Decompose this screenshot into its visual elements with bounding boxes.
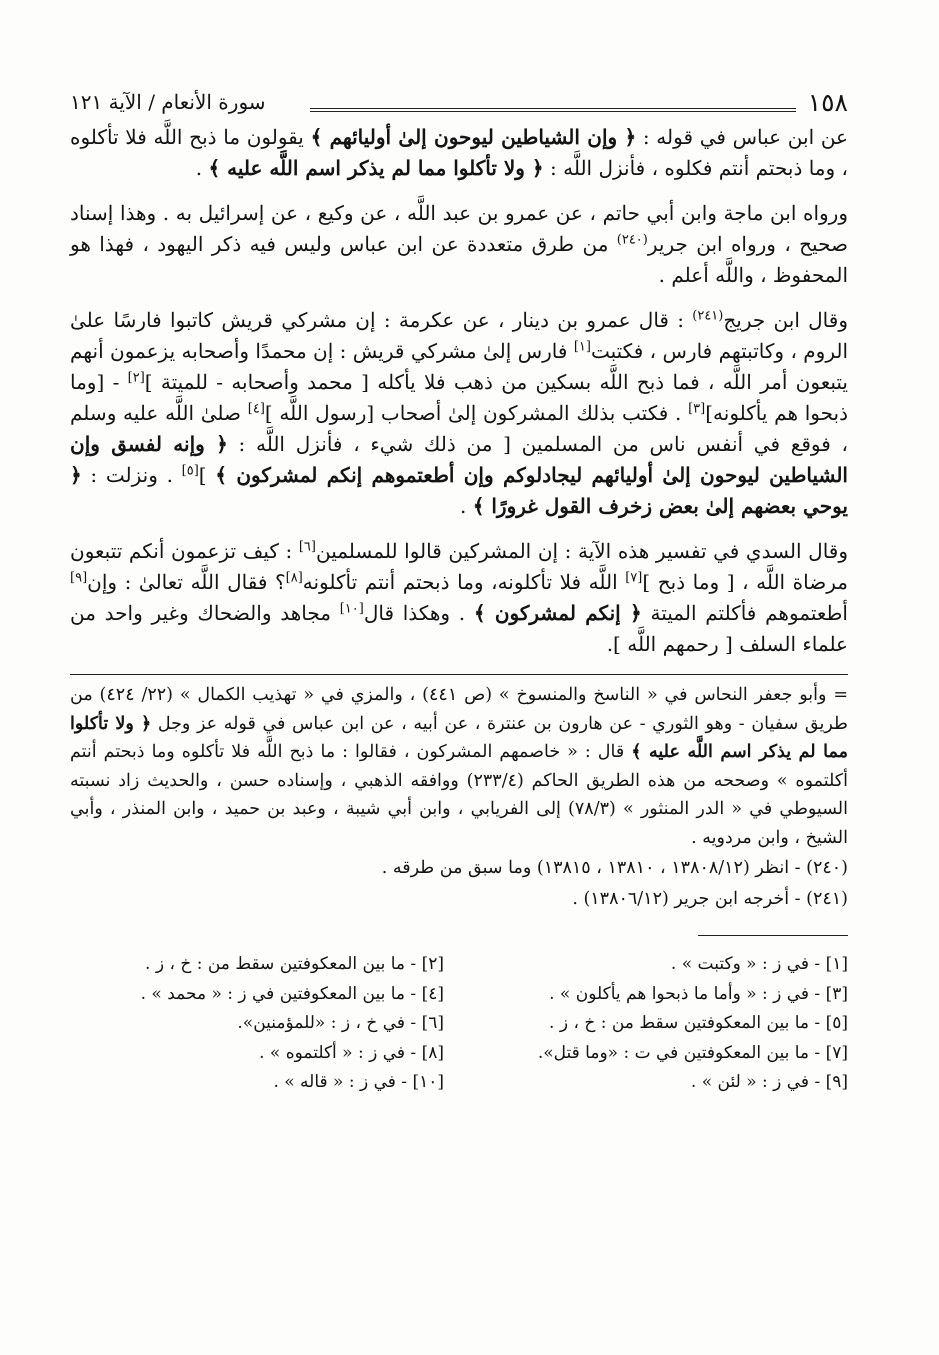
- paragraph: [70, 536, 848, 660]
- text-run: (٢٤١) - أخرجه ابن جرير (١٣٨٠٦/١٢) .: [572, 888, 848, 909]
- page-header: [70, 86, 848, 122]
- paragraph: [70, 122, 848, 184]
- note-reference: [١٠]: [339, 601, 364, 617]
- header-rule-second: [310, 111, 796, 112]
- quran-quote: ﴿ يوحي بعضهم إلىٰ بعض زخرف القول غرورًا ﴾: [70, 463, 848, 518]
- text-run: عن ابن عباس في قوله :: [636, 125, 848, 149]
- variant-note: [١٠] - في ز : « قاله » .: [273, 1072, 444, 1092]
- text-run: : قال عمرو بن دينار ، عن عكرمة : إن مشركي قريش كاتبوا فارسًا علىٰ الروم ، وكاتبتهم فارس ، فكتبت: [70, 308, 849, 363]
- note-reference: [٩]: [70, 570, 88, 586]
- book-page: [70, 86, 848, 1098]
- variant-note: [٩] - في ز : « لئن » .: [690, 1072, 848, 1092]
- text-run: . ونزلت :: [81, 463, 182, 487]
- text-run: أطعتموهم فأكلتم الميتة: [641, 601, 848, 625]
- note-reference: [٥]: [181, 463, 199, 479]
- text-run: = وأبو جعفر النحاس في « الناسخ والمنسوخ » (ص ٤٤١) ، والمزي في « تهذيب الكمال » (٢٢/ ٤٢٤) من طريق سفيان - وهو الثوري - عن هارون بن عنترة ، عن أبيه ، عن ابن عباس في قوله عز وجل: [70, 685, 849, 734]
- variant-note: [٣] - في ز : « وأما ما ذبحوا هم يأكلون » .: [549, 983, 848, 1004]
- text-run: ؟ فقال اللَّه تعالىٰ : وإن: [87, 570, 286, 594]
- footnote-separator: [70, 674, 848, 675]
- note-reference: (٢٤٠): [616, 232, 648, 248]
- text-run: من طرق متعددة عن ابن عباس وليس فيه ذكر اليهود ، فهذا هو المحفوظ ، واللَّه أعلم .: [70, 232, 848, 287]
- variants-separator: [698, 935, 848, 936]
- text-run: وقال ابن جريج: [723, 308, 848, 332]
- note-reference: (٢٤١): [692, 308, 724, 324]
- footnote: [70, 854, 848, 883]
- variant-note: [٤] - ما بين المعكوفتين في ز : « محمد » .: [140, 983, 444, 1004]
- variant-note: [٢] - ما بين المعكوفتين سقط من : خ ، ز .: [145, 954, 444, 974]
- variant-note: [٨] - في ز : « أكلتموه » .: [259, 1042, 444, 1063]
- text-run: وقال السدي في تفسير هذه الآية : إن المشركين قالوا للمسلمين: [315, 539, 849, 563]
- text-run: (٢٤٠) - انظر (١٣٨٠٨/١٢ ، ١٣٨١٠ ، ١٣٨١٥) وما سبق من طرقه .: [381, 858, 848, 878]
- text-run: . فكتب بذلك المشركون إلىٰ أصحاب [رسول اللَّه ]: [264, 401, 689, 425]
- text-run: يقولون ما ذبح اللَّه فلا تأكلوه ، وما ذبحتم أنتم فكلوه ، فأنزل اللَّه :: [70, 125, 848, 180]
- text-run: ]: [198, 463, 216, 487]
- quran-quote: ﴿ ولا تأكلوا مما لم يذكر اسم اللَّه عليه ﴾: [208, 156, 544, 180]
- paragraph: [70, 305, 848, 522]
- paragraph: [70, 198, 848, 291]
- note-reference: [٦]: [298, 539, 316, 555]
- footnote: [70, 681, 848, 852]
- variant-note: [١] - في ز : « وكتبت » .: [670, 954, 848, 974]
- quran-quote: ﴿ ولا تأكلوا مما لم يذكر اسم اللَّه عليه ﴾: [70, 713, 848, 762]
- text-run: - [وما ذبحوا هم يأكلونه]: [70, 370, 848, 425]
- text-run: .: [195, 156, 209, 180]
- text-run: .: [459, 494, 473, 518]
- note-reference: [٧]: [625, 570, 643, 586]
- text-run: ورواه ابن ماجة وابن أبي حاتم ، عن عمرو بن عبد اللَّه ، عن وكيع ، عن إسرائيل به . وهذا إسناد صحيح ، ورواه ابن جرير: [70, 201, 848, 256]
- note-reference: [٣]: [688, 401, 706, 417]
- footnote: [70, 885, 848, 914]
- variant-note: [٧] - ما بين المعكوفتين في ت : «وما قتل».: [537, 1042, 848, 1063]
- main-text: [70, 122, 848, 660]
- variant-notes: [70, 950, 848, 1098]
- note-reference: [٨]: [285, 570, 303, 586]
- text-run: مجاهد والضحاك وغير واحد من علماء السلف [ رحمهم اللَّه ].: [70, 601, 848, 656]
- running-title: سورة الأنعام / الآية ١٢١: [70, 90, 266, 114]
- text-run: : كيف تزعمون أنكم تتبعون مرضاة اللَّه ، [ وما ذبح ]: [70, 539, 848, 594]
- text-run: فارس إلىٰ مشركي قريش : إن محمدًا وأصحابه يزعمون أنهم يتبعون أمر اللَّه ، فما ذبح اللَّه بسكين من ذهب فلا يأكله [ محمد وأصحابه - للميتة ]: [70, 339, 848, 394]
- footnotes: [70, 681, 848, 913]
- text-run: . وهكذا قال: [363, 601, 474, 625]
- note-reference: [٢]: [127, 370, 145, 386]
- note-reference: [١]: [573, 339, 591, 355]
- note-reference: [٤]: [247, 401, 265, 417]
- quran-quote: ﴿ وإنه لفسق وإن الشياطين ليوحون إلىٰ أوليائهم ليجادلوكم وإن أطعتموهم إنكم لمشركون ﴾: [70, 432, 848, 487]
- page-number: ١٥٨: [807, 88, 848, 117]
- text-run: صلىٰ اللَّه عليه وسلم ، فوقع في أنفس ناس من المسلمين [ من ذلك شيء ، فأنزل اللَّه :: [70, 401, 849, 456]
- variant-note: [٦] - في خ ، ز : «للمؤمنين».: [237, 1013, 444, 1033]
- header-rule: [310, 108, 796, 109]
- quran-quote: ﴿ إنكم لمشركون ﴾: [473, 601, 642, 625]
- variant-note: [٥] - ما بين المعكوفتين سقط من : خ ، ز .: [549, 1013, 848, 1033]
- text-run: اللَّه فلا تأكلونه، وما ذبحتم أنتم تأكلونه: [302, 570, 626, 594]
- quran-quote: ﴿ وإن الشياطين ليوحون إلىٰ أوليائهم ﴾: [310, 125, 637, 149]
- text-run: قال : « خاصمهم المشركون ، فقالوا : ما ذبح اللَّه فلا تأكلوه وما ذبحتم أنتم أكلتموه » وصححه من هذه الطريق الحاكم (٢٣٣/٤) ووافقه الذهبي ، وإسناده حسن ، والحديث زاد نسبته السيوطي في « الدر المنثور » (٧٨/٣) إلى الفريابي ، وابن أبي شيبة ، وعبد بن حميد ، وابن المنذر ، وأبي الشيخ ، وابن مردويه .: [70, 742, 849, 848]
